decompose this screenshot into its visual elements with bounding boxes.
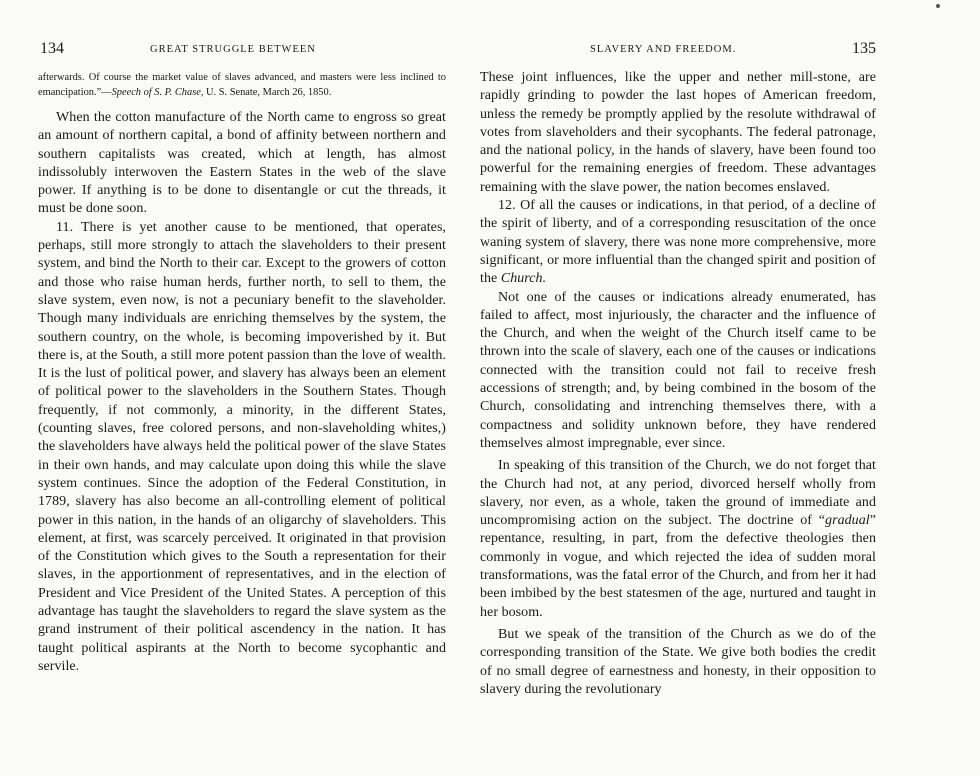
note-text: afterwards. Of course the market value of slaves advanced, and masters were less inclined to emancipation.”— xyxy=(38,72,446,98)
note-source: U. S. Senate, March 26, 1850. xyxy=(203,87,332,98)
right-page xyxy=(480,0,876,776)
paragraph: 11. There is yet another cause to be mentioned, that operates, perhaps, still more strongly to attach the slaveholders to their present system, and bind the North to their car. Except to the growers of cotton and those who raise human herds, further north, to sell to them, the slave system, even now, is not a pecuniary benefit to the slaveholder. Though many individuals are enriching themselves by the system, the southern country, on the whole, is becoming impoverished by it. But there is, at the South, a still more potent passion than the love of wealth. It is the lust of political power, and slavery has always been an element of political power to the slaveholders in the Southern States. Though frequently, if not commonly, a minority, in the different States, (counting slaves, free colored persons, and non-slaveholding whites,) the slaveholders have always held the political power of the slave States in their own hands, and may calculate upon doing this while the slave system continues. Since the adoption of the Federal Constitution, in 1789, slavery has also become an all-controlling element of political power in this nation, in the hands of an oligarchy of slaveholders. This element, at first, was scarcely perceived. It originated in that provision of the Constitution which gives to the South a representation for their slaves, in the apportionment of representatives, and in the election of President and Vice President of the United States. A perception of this advantage has taught the slaveholders to regard the slave system as the grand instrument of their political ascendency in the nation. It has taught political aspirants at the North to become sycophantic and servile. xyxy=(38,219,446,674)
emphasis: gradual xyxy=(825,513,870,529)
left-running-head: GREAT STRUGGLE BETWEEN xyxy=(150,44,316,55)
emphasis: Church. xyxy=(500,271,547,287)
footnote-continuation xyxy=(38,70,446,100)
paragraph-text: In speaking of this transition of the Church, we do not forget that the Church had not, at any period, divorced herself wholly from slavery, nor even, as a whole, taken the ground of immediate and uncompromising action on the subject. The doctrine of “ xyxy=(480,458,876,529)
right-page-header xyxy=(480,40,876,62)
note-attribution: Speech of S. P. Chase, xyxy=(111,87,204,98)
paragraph xyxy=(480,197,876,288)
paragraph-text: ” repentance, resulting, in part, from the defective theologies then commonly in vogue, and which rejected the idea of sudden moral transformations, was the fatal error of the Church, and from her it had been imbibed by the best statesmen of the age, nurtured and taught in her bosom. xyxy=(480,513,876,620)
left-body-text xyxy=(38,109,446,676)
paragraph: When the cotton manufacture of the North came to engross so great an amount of northern capital, a bond of affinity between northern and southern capitalists was created, which at length, has almost indissolubly interwoven the Eastern States in the web of the slave power. If anything is to be done to disentangle or cut the threads, it must be done soon. xyxy=(38,110,446,217)
left-page-number: 134 xyxy=(40,40,64,57)
scan-dot xyxy=(936,4,940,8)
paragraph: Not one of the causes or indications already enumerated, has failed to affect, most injuriously, the character and the influence of the Church, and when the weight of the Church itself came to be thrown into the scale of slavery, each one of the causes or indications connected with the transition could not fail to receive fresh accessions of strength; and, by being combined in the bosom of the Church, consolidating and intrenching themselves there, with a compactness and solidity unknown before, they have rendered themselves almost impregnable, ever since. xyxy=(480,289,876,451)
left-page-header xyxy=(38,40,446,62)
paragraph xyxy=(480,457,876,622)
paragraph-text: 12. Of all the causes or indications, in that period, of a decline of the spirit of liberty, and of a corresponding resuscitation of the once waning system of slavery, there was none more comprehensive, more significant, or more influential than the changed spirit and position of the xyxy=(480,198,876,287)
right-body-text xyxy=(480,69,876,699)
right-page-number: 135 xyxy=(852,40,876,57)
paragraph: These joint influences, like the upper and nether mill-stone, are rapidly grinding to powder the last hopes of American freedom, unless the remedy be promptly applied by the resolute withdrawal of votes from slaveholders and their sycophants. The federal patronage, and the national policy, in the hands of slavery, have been found too powerful for the remaining energies of freedom. These advantages remaining with the slave power, the nation becomes enslaved. xyxy=(480,70,876,195)
right-running-head: SLAVERY AND FREEDOM. xyxy=(590,44,737,55)
left-page xyxy=(38,0,446,776)
paragraph: But we speak of the transition of the Church as we do of the corresponding transition of the State. We give both bodies the credit of no small degree of earnestness and honesty, in their opposition to slavery during the revolutionary xyxy=(480,626,876,697)
